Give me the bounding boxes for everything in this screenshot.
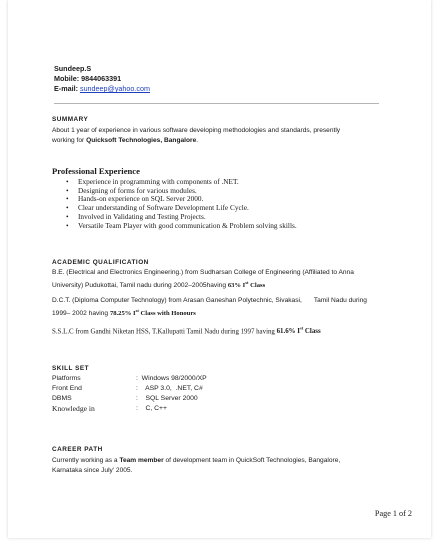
skill-key: Knowledge in xyxy=(52,404,95,413)
mobile-number: Mobile: 9844063391 xyxy=(54,74,122,83)
list-item: • Versatile Team Player with good communication & Problem solving skills. xyxy=(66,220,297,230)
list-item: • Hands-on experience on SQL Server 2000. xyxy=(66,194,204,204)
professional-experience-list xyxy=(66,178,297,230)
career-path-heading: CAREER PATH xyxy=(52,446,103,453)
bullet-icon: • xyxy=(66,203,69,213)
list-item: • Experience in programming with components of .NET. xyxy=(66,177,239,186)
summary-company: Quicksoft Technologies, Bangalore xyxy=(86,136,197,144)
bullet-icon: • xyxy=(66,194,69,204)
summary-line-1: About 1 year of experience in various software developing methodologies and standards, presently xyxy=(52,127,341,134)
skill-set-heading: SKILL SET xyxy=(52,365,90,372)
email-label: E-mail: xyxy=(54,84,78,93)
bullet-icon: • xyxy=(66,185,69,195)
bullet-icon: • xyxy=(66,177,69,186)
be-score: 63% Ist Class xyxy=(227,279,266,289)
skill-value: : ASP 3.0, .NET, C# xyxy=(136,385,203,392)
academic-heading: ACADEMIC QUALIFICATION xyxy=(52,259,149,266)
dct-score: 78.25% Ist Class with Honours xyxy=(109,307,196,317)
summary-heading: SUMMARY xyxy=(52,116,89,123)
bullet-icon: • xyxy=(66,211,69,221)
skill-key: Front End xyxy=(52,385,82,392)
skill-value: : C, C++ xyxy=(136,405,167,412)
page-number: Page 1 of 2 xyxy=(374,509,412,518)
career-path-text: Currently working as a Team member of development team in QuickSoft Technologies, Bangalore, Karnataka since July' 2005. xyxy=(52,457,341,474)
academic-be: B.E. (Electrical and Electronics Engineering.) from Sudharsan College of Engineering (Affiliated to Anna University) Pudukottai, Tamil nadu during 2002–2005having 63% Ist Class xyxy=(52,269,354,289)
email-link[interactable]: sundeep@yahoo.com xyxy=(79,84,151,93)
skill-key: DBMS xyxy=(52,395,72,402)
summary-text xyxy=(52,126,388,145)
career-role: Team member xyxy=(119,457,164,464)
academic-dct: D.C.T. (Diploma Computer Technology) from Arasan Ganeshan Polytechnic, Sivakasi, Tamil Nadu during 1999– 2002 having 78.25% Ist Class with Honours xyxy=(52,297,367,317)
academic-sslc: S.S.L.C from Gandhi Niketan HSS, T.Kallupatti Tamil Nadu during 1997 having 61.6% Ist Class xyxy=(52,326,321,336)
summary-line-2: working for Quicksoft Technologies, Bangalore. xyxy=(52,136,199,144)
header-divider xyxy=(54,103,379,104)
email-line xyxy=(54,84,150,93)
sslc-score: 61.6% Ist Class xyxy=(276,326,321,336)
professional-experience-title: Professional Experience xyxy=(52,166,140,176)
skill-value: : SQL Server 2000 xyxy=(136,395,198,402)
bullet-icon: • xyxy=(66,220,69,230)
skill-value: : Windows 98/2000/XP xyxy=(136,375,207,382)
list-item: • Designing of forms for various modules. xyxy=(66,185,197,195)
list-item: • Involved in Validating and Testing Projects. xyxy=(66,211,206,221)
skill-key: Platforms xyxy=(52,375,81,382)
list-item: • Clear understanding of Software Development Life Cycle. xyxy=(66,203,249,213)
candidate-name: Sundeep.S xyxy=(54,64,92,73)
